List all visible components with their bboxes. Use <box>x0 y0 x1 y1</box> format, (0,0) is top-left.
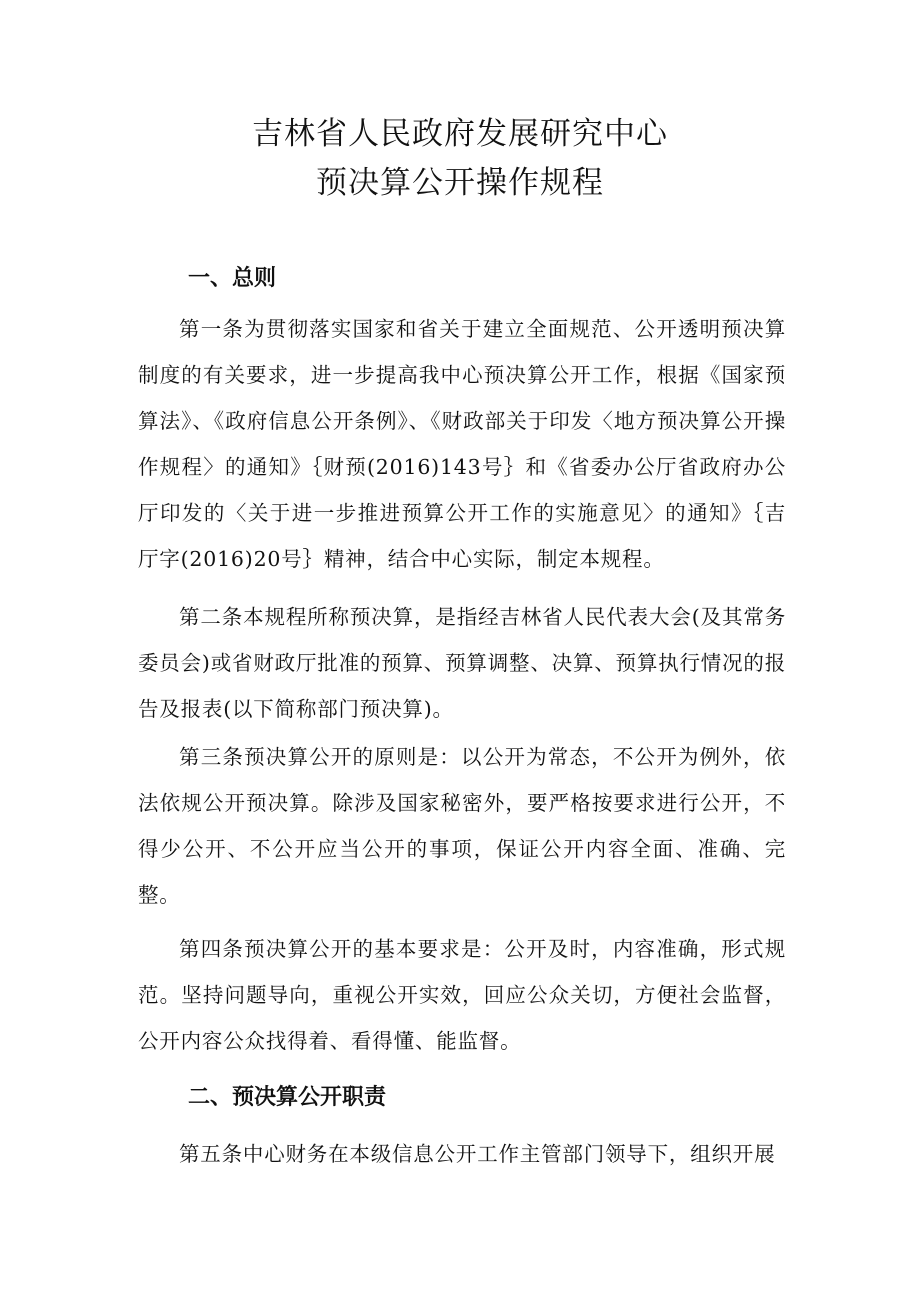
section-heading-responsibilities: 二、预决算公开职责 <box>188 1085 387 1110</box>
article-4-paragraph: 第四条预决算公开的基本要求是：公开及时，内容准确，形式规范。坚持问题导向，重视公开实效，回应公众关切，方便社会监督，公开内容公众找得着、看得懂、能监督。 <box>138 937 786 1053</box>
article-3-paragraph: 第三条预决算公开的原则是：以公开为常态，不公开为例外，依法依规公开预决算。除涉及国家秘密外，要严格按要求进行公开，不得少公开、不公开应当公开的事项，保证公开内容全面、准确、完整。 <box>138 745 786 907</box>
document-title-line2: 预决算公开操作规程 <box>316 165 604 201</box>
section-heading-general: 一、总则 <box>188 266 277 291</box>
document-title-line1: 吉林省人民政府发展研究中心 <box>252 116 668 152</box>
article-1-paragraph: 第一条为贯彻落实国家和省关于建立全面规范、公开透明预决算制度的有关要求，进一步提高我中心预决算公开工作，根据《国家预算法》、《政府信息公开条例》、《财政部关于印发〈地方预决算公开操作规程〉的通知》｛财预(2016)143号｝和《省委办公厅省政府办公厅印发的〈关于进一步推进预算公开工作的实施意见〉的通知》｛吉厅字(2016)20号｝精神，结合中心实际，制定本规程。 <box>138 317 786 571</box>
article-2-paragraph: 第二条本规程所称预决算，是指经吉林省人民代表大会(及其常务委员会)或省财政厅批准的预算、预算调整、决算、预算执行情况的报告及报表(以下简称部门预决算)。 <box>138 605 786 721</box>
article-5-paragraph: 第五条中心财务在本级信息公开工作主管部门领导下，组织开展 <box>179 1142 776 1166</box>
